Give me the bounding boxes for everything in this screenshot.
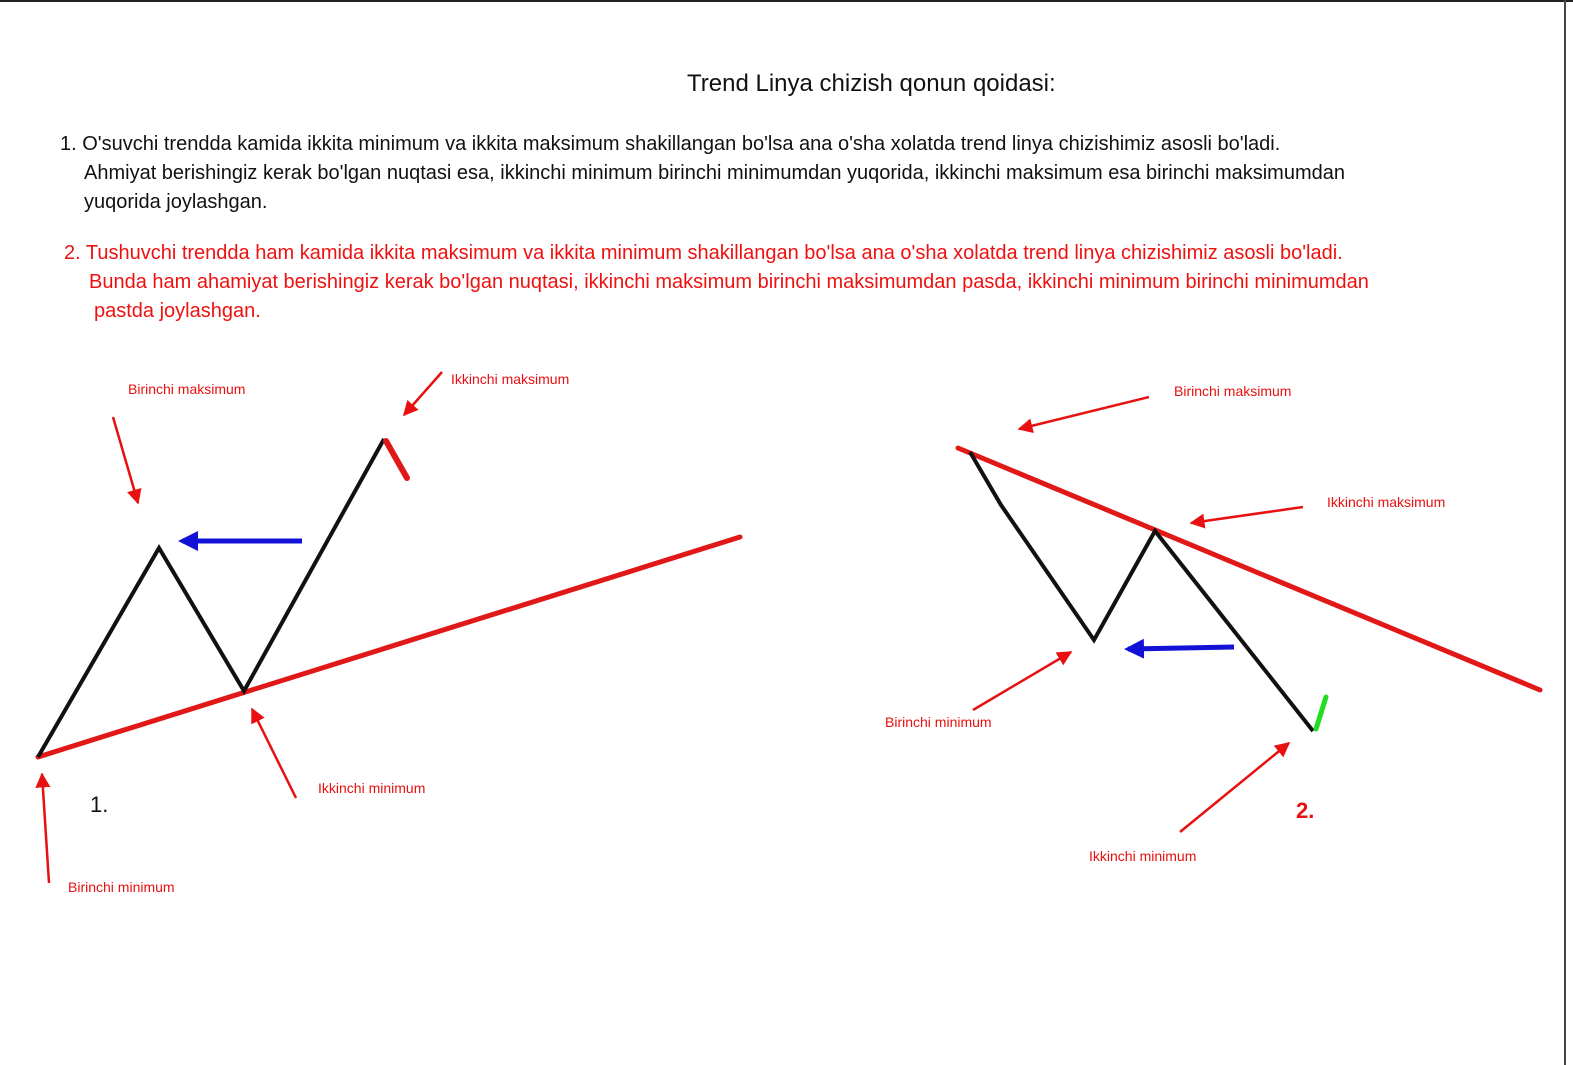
uptrend-first-min-pointer: [42, 774, 49, 883]
diagram-1-number: 1.: [90, 792, 109, 817]
uptrend-second-max-label: Ikkinchi maksimum: [451, 371, 570, 387]
downtrend-first-min-pointer: [973, 652, 1071, 710]
uptrend-second-max-pointer: [404, 372, 442, 415]
downtrend-second-min-label: Ikkinchi minimum: [1089, 848, 1197, 864]
downtrend-first-max-label: Birinchi maksimum: [1174, 383, 1292, 399]
downtrend-first-min-label: Birinchi minimum: [885, 714, 992, 730]
uptrend-second-min-pointer: [252, 709, 296, 798]
diagram-2-downtrend: [885, 383, 1540, 864]
downtrend-second-max-label: Ikkinchi maksimum: [1327, 494, 1446, 510]
downtrend-price-path: [970, 452, 1313, 731]
uptrend-second-min-label: Ikkinchi minimum: [318, 780, 426, 796]
diagram-2-number: 2.: [1296, 798, 1315, 823]
uptrend-first-max-label: Birinchi maksimum: [128, 381, 246, 397]
uptrend-price-path: [38, 439, 384, 757]
rule-1-line-1: 1. O'suvchi trendda kamida ikkita minimum va ikkita maksimum shakillangan bo'lsa ana o'sha xolatda trend linya chizishimiz asosli bo'ladi.: [60, 133, 1281, 155]
uptrend-second-max-mark: [386, 441, 407, 478]
rule-1-line-3: yuqorida joylashgan.: [84, 191, 268, 213]
page-title: Trend Linya chizish qonun qoidasi:: [687, 70, 1056, 97]
downtrend-second-min-pointer: [1180, 743, 1289, 832]
uptrend-first-max-pointer: [113, 417, 138, 503]
rule-1-line-2: Ahmiyat berishingiz kerak bo'lgan nuqtasi esa, ikkinchi minimum birinchi minimumdan yuqorida, ikkinchi maksimum esa birinchi maksimumdan: [84, 162, 1345, 184]
downtrend-first-max-pointer: [1019, 397, 1149, 429]
uptrend-line: [38, 537, 740, 757]
uptrend-first-min-label: Birinchi minimum: [68, 879, 175, 895]
rule-2-line-2: Bunda ham ahamiyat berishingiz kerak bo'lgan nuqtasi, ikkinchi maksimum birinchi maksimumdan pasda, ikkinchi minimum birinchi minimumdan: [89, 271, 1369, 293]
downtrend-blue-arrow: [1128, 647, 1234, 649]
diagram-1-uptrend: [38, 371, 740, 895]
downtrend-second-min-mark: [1316, 697, 1326, 729]
downtrend-second-max-pointer: [1191, 507, 1303, 523]
rule-2-line-3: pastda joylashgan.: [94, 300, 261, 322]
rule-2-line-1: 2. Tushuvchi trendda ham kamida ikkita maksimum va ikkita minimum shakillangan bo'lsa ana o'sha xolatda trend linya chizishimiz asosli bo'ladi.: [64, 242, 1343, 264]
